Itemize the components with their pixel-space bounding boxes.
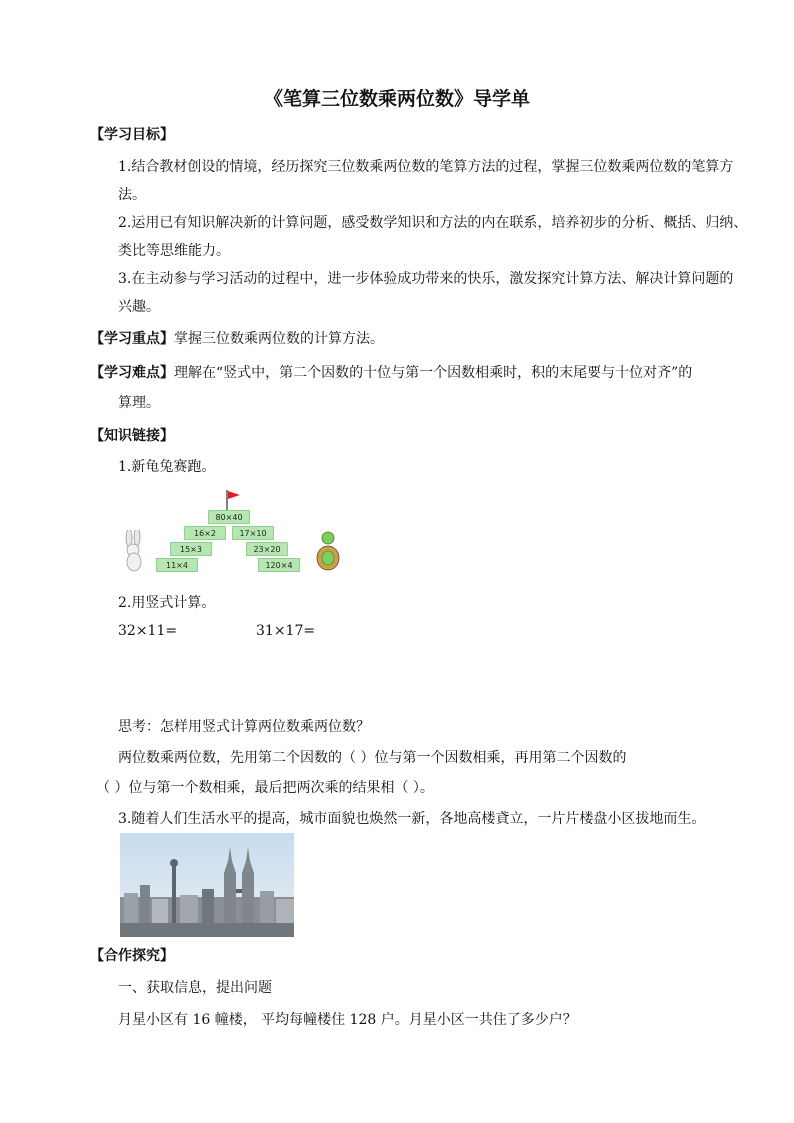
difficulty-text-line1: 理解在“竖式中，第二个因数的十位与第一个因数相乘时，积的末尾要与十位对齐”的 [174,365,693,381]
question-3: 3.随着人们生活水平的提高，城市面貌也焕然一新，各地高楼貣立，一片片楼盘小区拔地而生。 [118,811,706,827]
objective-3-line2: 兴趣。 [118,299,160,315]
focus-section [90,328,384,348]
links-header: 【知识链接】 [90,428,174,444]
brick-6: 11×4 [156,558,198,572]
brick-1: 80×40 [208,510,250,524]
city-skyline-photo [120,833,294,937]
objectives-header: 【学习目标】 [90,127,174,143]
explore-problem: 月星小区有 16 幢楼， 平均每幢楼住 128 户。月星小区一共住了多少户？ [118,1012,577,1028]
question-2: 2.用竖式计算。 [118,595,216,611]
red-flag-icon [224,488,244,510]
fill-blank-line2: （ ）位与第一个数相乘，最后把两次乘的结果相（ ）。 [96,780,434,796]
calc-2: 31×17= [256,623,316,639]
difficulty-text-line2: 算理。 [118,395,160,411]
objective-1-line1: 1.结合教材创设的情境，经历探究三位数乘两位数的笔算方法的过程，掌握三位数乘两位数的笔算方 [118,159,734,175]
skyline-image [120,833,294,937]
think-question: 思考：怎样用竖式计算两位数乘两位数？ [118,719,370,735]
brick-4: 15×3 [170,542,212,556]
fill-blank-line1: 两位数乘两位数，先用第二个因数的（ ）位与第一个因数相乘，再用第二个因数的 [118,750,627,766]
brick-2: 16×2 [184,526,226,540]
explore-subheading: 一、获取信息，提出问题 [118,980,272,996]
brick-7: 120×4 [258,558,300,572]
brick-5: 23×20 [246,542,288,556]
difficulty-label: 【学习难点】 [90,365,174,381]
focus-text: 掌握三位数乘两位数的计算方法。 [174,331,384,347]
difficulty-section [90,362,692,382]
objective-3-line1: 3.在主动参与学习活动的过程中，进一步体验成功带来的快乐，激发探究计算方法、解决计算问题的 [118,271,734,287]
turtle-image [314,530,342,572]
question-1: 1.新龟兔赛跑。 [118,459,216,475]
calc-1: 32×11= [118,623,178,639]
objective-1-line2: 法。 [118,187,146,203]
explore-header: 【合作探究】 [90,948,174,964]
focus-label: 【学习重点】 [90,331,174,347]
brick-3: 17×10 [232,526,274,540]
objective-2-line1: 2.运用已有知识解决新的计算问题，感受数学知识和方法的内在联系，培养初步的分析、概括、归纳、 [118,215,748,231]
page-title: 《笔算三位数乘两位数》导学单 [263,88,530,110]
objective-2-line2: 类比等思维能力。 [118,243,230,259]
